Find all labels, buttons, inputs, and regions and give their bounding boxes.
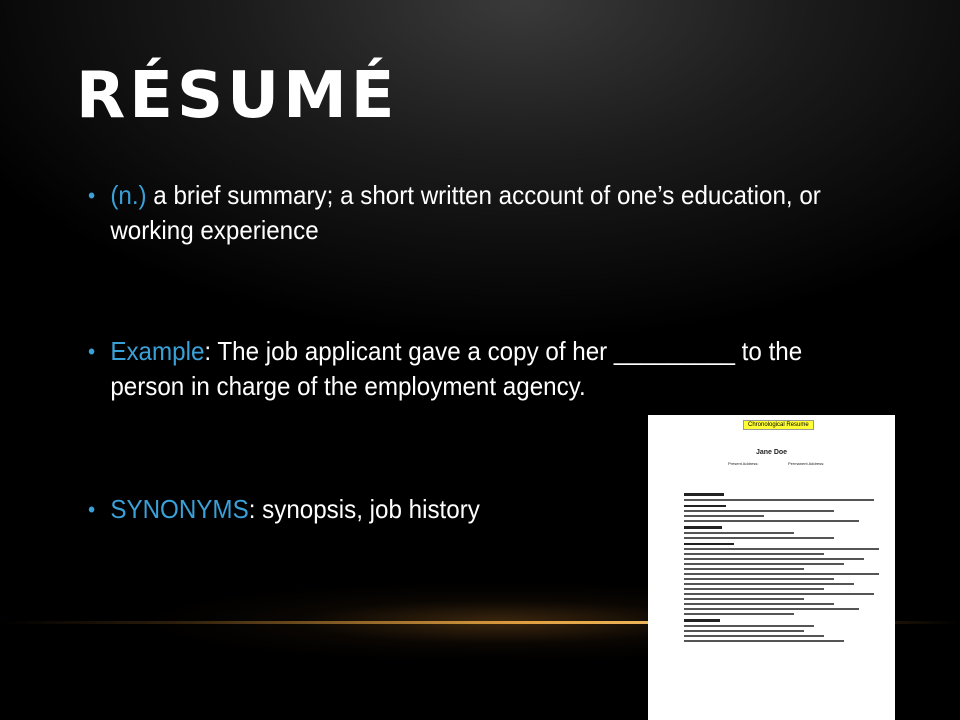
bullet-lead: SYNONYMS xyxy=(110,494,249,524)
resume-permanent-address: Permanent Address: xyxy=(788,461,825,466)
bullet-lead: (n.) xyxy=(110,180,147,210)
bullet-lead: Example xyxy=(110,336,205,366)
bullet-icon: • xyxy=(88,497,96,522)
bullet-text: : The job applicant gave a copy of her _________ to the person in charge of the employment agency. xyxy=(110,336,803,401)
bullet-text: a brief summary; a short written account of one’s education, or working experience xyxy=(110,180,821,245)
resume-present-address: Present Address: xyxy=(728,461,759,466)
bullet-example xyxy=(88,334,869,404)
bullet-icon: • xyxy=(88,183,96,208)
bullet-text: : synopsis, job history xyxy=(248,494,480,524)
slide-title: RÉSUMÉ xyxy=(76,59,399,133)
resume-sample-image xyxy=(648,415,895,720)
bullet-icon: • xyxy=(88,339,96,364)
resume-body-lines xyxy=(684,489,884,645)
bullet-definition xyxy=(88,178,869,248)
resume-name: Jane Doe xyxy=(755,449,788,456)
resume-tag: Chronological Resume xyxy=(743,420,814,430)
